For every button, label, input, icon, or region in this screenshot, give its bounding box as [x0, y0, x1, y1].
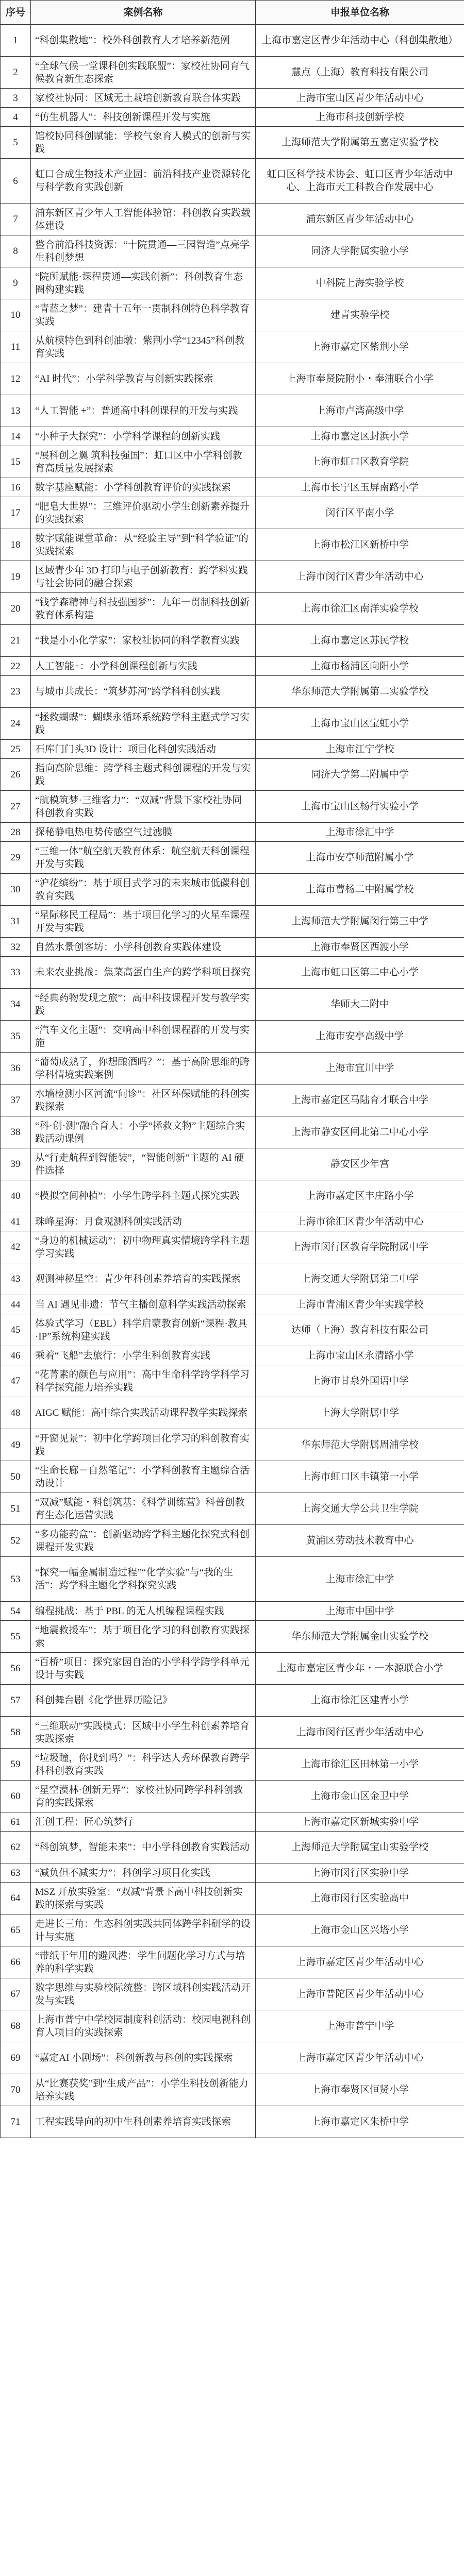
row-number: 26	[1, 759, 31, 791]
table-row	[1, 1685, 464, 1717]
table-row	[1, 1653, 464, 1685]
applicant-unit: 上海大学附属中学	[256, 1397, 464, 1429]
row-number: 70	[1, 2074, 31, 2106]
table-row	[1, 1946, 464, 1978]
applicant-unit: 慧点（上海）教育科技有限公司	[256, 57, 464, 89]
row-number: 10	[1, 299, 31, 331]
applicant-unit: 上海市嘉定区青少年活动中心	[256, 1946, 464, 1978]
row-number: 13	[1, 395, 31, 427]
case-name: “葡萄成熟了，你想酿酒吗？”：基于高阶思维的跨学科情境实践案例	[31, 1053, 256, 1084]
applicant-unit: 上海市嘉定区苏民学校	[256, 625, 464, 657]
case-name: “三维联动”实践模式：区域中小学生科创素养培育实践探索	[31, 1717, 256, 1749]
row-number: 12	[1, 363, 31, 395]
row-number: 71	[1, 2106, 31, 2138]
row-number: 65	[1, 1914, 31, 1946]
case-name: 汇创工程：匠心筑梦行	[31, 1812, 256, 1832]
case-name: 数字基座赋能：小学科创教育评价的实践探索	[31, 478, 256, 497]
row-number: 53	[1, 1557, 31, 1602]
case-name: 石库门门头3D 设计：项目化科创实践活动	[31, 740, 256, 759]
case-name: “科创筑梦，智能未来”：中小学科创教育实践活动	[31, 1832, 256, 1863]
table-row	[1, 625, 464, 657]
table-row	[1, 1914, 464, 1946]
row-number: 30	[1, 874, 31, 906]
applicant-unit: 上海市闵行区青少年活动中心	[256, 1717, 464, 1749]
applicant-unit: 上海市普宁中学	[256, 2010, 464, 2042]
case-name: “减负但不减实力”：科创学习项目化实践	[31, 1863, 256, 1883]
case-name: 探秘静电热电势传感空气过滤膜	[31, 823, 256, 842]
table-row	[1, 708, 464, 740]
applicant-unit: 上海市嘉定区封浜小学	[256, 427, 464, 446]
table-row	[1, 823, 464, 842]
applicant-unit: 上海市闵行区实验高中	[256, 1883, 464, 1914]
applicant-unit: 上海市徐汇区田林第一小学	[256, 1749, 464, 1781]
table-row	[1, 1180, 464, 1212]
case-name: “拯救蝴蝶”：蝴蝶永循环系统跨学科主题式学习实践	[31, 708, 256, 740]
row-number: 6	[1, 159, 31, 204]
table-row	[1, 1084, 464, 1116]
applicant-unit: 达师（上海）教育科技有限公司	[256, 1314, 464, 1346]
table-row	[1, 989, 464, 1021]
case-name: “身边的机械运动”：初中物理真实情境跨学科主题学习实践	[31, 1231, 256, 1263]
case-name: “模拟空间种植”：小学生跨学科主题式探究实践	[31, 1180, 256, 1212]
row-number: 57	[1, 1685, 31, 1717]
table-row	[1, 204, 464, 235]
row-number: 52	[1, 1525, 31, 1557]
applicant-unit: 同济大学第二附属中学	[256, 759, 464, 791]
row-number: 33	[1, 957, 31, 989]
row-number: 55	[1, 1621, 31, 1653]
row-number: 41	[1, 1212, 31, 1231]
case-name: “汽车文化主题”：交响高中科创课程群的开发与实施	[31, 1021, 256, 1053]
case-name: “带纸干年用的避风港：学生问题化学习方式与培养的科学实践	[31, 1946, 256, 1978]
table-row	[1, 1263, 464, 1295]
applicant-unit: 上海市奉贤区恒贤小学	[256, 2074, 464, 2106]
applicant-unit: 上海市徐汇中学	[256, 1557, 464, 1602]
applicant-unit: 闵行区平南小学	[256, 497, 464, 529]
applicant-unit: 上海市宝山区杨行实验小学	[256, 791, 464, 823]
case-name: 体验式学习（EBL）科学启蒙教育创新“课程·教具·IP”系统构建实践	[31, 1314, 256, 1346]
table-row	[1, 529, 464, 561]
case-name: 数字赋能课堂革命：从“经验主导”到“科学验证”的实践探索	[31, 529, 256, 561]
case-name: 未来农业挑战：焦菜高蛋白生产的跨学科项目探究	[31, 957, 256, 989]
table-row	[1, 1021, 464, 1053]
applicant-unit: 上海市普陀区青少年活动中心	[256, 1978, 464, 2010]
applicant-unit: 上海交通大学公共卫生学院	[256, 1493, 464, 1525]
table-row	[1, 657, 464, 676]
applicant-unit: 上海市闵行区青少年活动中心	[256, 561, 464, 593]
applicant-unit: 建青实验学校	[256, 299, 464, 331]
table-row	[1, 427, 464, 446]
case-name: “生命长廊－自然笔记”：小学科创教育主题综合活动设计	[31, 1461, 256, 1493]
table-row	[1, 1863, 464, 1883]
table-row	[1, 1978, 464, 2010]
row-number: 17	[1, 497, 31, 529]
table-row	[1, 1557, 464, 1602]
applicant-unit: 上海市卢湾高级中学	[256, 395, 464, 427]
case-name: “小种子大探究”：小学科学课程的创新实践	[31, 427, 256, 446]
row-number: 61	[1, 1812, 31, 1832]
row-number: 63	[1, 1863, 31, 1883]
row-number: 62	[1, 1832, 31, 1863]
applicant-unit: 上海市嘉定区新城实验中学	[256, 1812, 464, 1832]
applicant-unit: 上海市宜川中学	[256, 1053, 464, 1084]
row-number: 15	[1, 446, 31, 478]
case-name: “院所赋能·课程贯通—实践创新”：科创教育生态圈构建实践	[31, 267, 256, 299]
row-number: 20	[1, 593, 31, 625]
row-number: 7	[1, 204, 31, 235]
applicant-unit: 上海市安亭师范附属小学	[256, 842, 464, 874]
case-name: 编程挑战：基于 PBL 的无人机编程课程实践	[31, 1602, 256, 1621]
table-row	[1, 1812, 464, 1832]
applicant-unit: 上海市虹口区第二中心小学	[256, 957, 464, 989]
case-name: “沪花缤纷”：基于项目式学习的未来城市低碳科创教育实践	[31, 874, 256, 906]
row-number: 56	[1, 1653, 31, 1685]
row-number: 38	[1, 1116, 31, 1148]
case-name: 与城市共成长：“筑梦苏河”跨学科科创实践	[31, 676, 256, 708]
case-name: 上海市普宁中学校园制度科创活动：校园电视科创育人项目的实践探索	[31, 2010, 256, 2042]
row-number: 1	[1, 25, 31, 57]
applicant-unit: 上海师范大学附属第五嘉定实验学校	[256, 127, 464, 159]
applicant-unit: 上海市松江区新桥中学	[256, 529, 464, 561]
table-row	[1, 561, 464, 593]
table-row	[1, 2106, 464, 2138]
case-name: “垃圾瞳，你找到吗？”：科学达人秀环保教育跨学科科创教育实践	[31, 1749, 256, 1781]
table-row	[1, 478, 464, 497]
row-number: 49	[1, 1429, 31, 1461]
applicant-unit: 上海市嘉定区紫荆小学	[256, 331, 464, 363]
table-row	[1, 235, 464, 267]
row-number: 54	[1, 1602, 31, 1621]
applicant-unit: 上海市科技创新学校	[256, 108, 464, 127]
applicant-unit: 上海市青浦区青少年实践学校	[256, 1295, 464, 1314]
case-name: “花菁素的颜色与应用”：高中生命科学跨学科学习科学探究能力培养实践	[31, 1365, 256, 1397]
applicant-unit: 上海市徐汇区南洋实验学校	[256, 593, 464, 625]
case-name: 从航模特色到科创油墩：紫荆小学“12345”科创教育实践	[31, 331, 256, 363]
applicant-unit: 同济大学附属实验小学	[256, 235, 464, 267]
applicant-unit: 上海市长宁区玉屏南路小学	[256, 478, 464, 497]
table-row	[1, 1749, 464, 1781]
case-name: “展科创之翼 筑科技强国”：虹口区中小学科创教育高质量发展探索	[31, 446, 256, 478]
table-row	[1, 1116, 464, 1148]
row-number: 4	[1, 108, 31, 127]
table-row	[1, 363, 464, 395]
case-name: 数字思维与实验校际统整：跨区域科创实践活动开发与实践	[31, 1978, 256, 2010]
case-name: “航模筑梦·三维客力”：“双减”背景下家校社协同科创教育实践	[31, 791, 256, 823]
table-row	[1, 159, 464, 204]
case-name: “青蓝之梦”：建青十五年一贯制科创特色科学教育实践	[31, 299, 256, 331]
applicant-unit: 上海市静安区闸北第二中心小学	[256, 1116, 464, 1148]
table-row	[1, 1365, 464, 1397]
applicant-unit: 上海市嘉定区青少年活动中心	[256, 2042, 464, 2074]
row-number: 37	[1, 1084, 31, 1116]
case-name: 水墙检测小区河流“问诊”：社区环保赋能的科创实践探索	[31, 1084, 256, 1116]
case-name: “地震救援车”：基于项目化学习的科创教育实践探索	[31, 1621, 256, 1653]
row-number: 69	[1, 2042, 31, 2074]
table-row	[1, 1314, 464, 1346]
case-name: “多功能药盒”：创新驱动跨学科主题化探究式科创课程开发实践	[31, 1525, 256, 1557]
row-number: 9	[1, 267, 31, 299]
row-number: 43	[1, 1263, 31, 1295]
applicant-unit: 华东师范大学附属第二实验学校	[256, 676, 464, 708]
table-row	[1, 108, 464, 127]
applicant-unit: 上海交通大学附属第二中学	[256, 1263, 464, 1295]
row-number: 23	[1, 676, 31, 708]
case-name: “双减”赋能・科创筑基：《科学训练营》科普创教育生态化运营实践	[31, 1493, 256, 1525]
case-name: “我是小小化学家”：家校社协同的科学教育实践	[31, 625, 256, 657]
case-name: “经典药物发现之旅”：高中科技课程开发与教学实践	[31, 989, 256, 1021]
row-number: 47	[1, 1365, 31, 1397]
case-name: “科·创·测”融合育人：小学“拯救文物”主题综合实践活动课例	[31, 1116, 256, 1148]
row-number: 48	[1, 1397, 31, 1429]
case-name: 指向高阶思维：跨学科主题式科创课程的开发与实践	[31, 759, 256, 791]
row-number: 60	[1, 1781, 31, 1812]
case-name: 虹口合成生物技术产业园：前沿科技产业资源转化与科学教育实践创新	[31, 159, 256, 204]
applicant-unit: 上海市金山区金卫中学	[256, 1781, 464, 1812]
table-row	[1, 446, 464, 478]
case-name: “星空漠林·创新无界”：家校社协同跨学科科创教育的实践探索	[31, 1781, 256, 1812]
row-number: 42	[1, 1231, 31, 1263]
row-number: 40	[1, 1180, 31, 1212]
row-number: 36	[1, 1053, 31, 1084]
case-name: “三维一体”航空航天教育体系：航空航天科创课程开发与实践	[31, 842, 256, 874]
case-name: “全球气候一堂课科创实践联盟”：家校社协同育气候教育新生态探索	[31, 57, 256, 89]
table-row	[1, 1461, 464, 1493]
header-no: 序号	[1, 1, 31, 25]
table-header	[1, 1, 464, 25]
case-name: “仿生机器人”：科技创新课程开发与实施	[31, 108, 256, 127]
row-number: 29	[1, 842, 31, 874]
applicant-unit: 上海市中国中学	[256, 1602, 464, 1621]
table-row	[1, 759, 464, 791]
row-number: 21	[1, 625, 31, 657]
applicant-unit: 华师大二附中	[256, 989, 464, 1021]
case-name: 人工智能+：小学科创课程创新与实践	[31, 657, 256, 676]
applicant-unit: 浦东新区青少年活动中心	[256, 204, 464, 235]
table-row	[1, 906, 464, 938]
applicant-unit: 上海市宝山区宝虹小学	[256, 708, 464, 740]
applicant-unit: 华东师范大学附属周浦学校	[256, 1429, 464, 1461]
applicant-unit: 上海市嘉定区青少年活动中心（科创集散地）	[256, 25, 464, 57]
applicant-unit: 上海市金山区兴塔小学	[256, 1914, 464, 1946]
table-row	[1, 842, 464, 874]
case-name: “科创集散地”：校外科创教育人才培养新范例	[31, 25, 256, 57]
table-row	[1, 395, 464, 427]
table-row	[1, 1832, 464, 1863]
applicant-unit: 上海市江宁学校	[256, 740, 464, 759]
case-name: 珠峰星海：月食观测科创实践活动	[31, 1212, 256, 1231]
applicant-unit: 上海市安亭高级中学	[256, 1021, 464, 1053]
case-name: 浦东新区青少年人工智能体验馆：科创教育实践载体建设	[31, 204, 256, 235]
row-number: 2	[1, 57, 31, 89]
applicant-unit: 上海市宝山区青少年活动中心	[256, 89, 464, 108]
row-number: 35	[1, 1021, 31, 1053]
table-row	[1, 497, 464, 529]
table-row	[1, 331, 464, 363]
table-row	[1, 1717, 464, 1749]
applicant-unit: 上海市徐汇区建青小学	[256, 1685, 464, 1717]
case-name: 乘着“飞船”去旅行：小学生科创教育实践	[31, 1346, 256, 1365]
table-row	[1, 1053, 464, 1084]
table-row	[1, 25, 464, 57]
case-name: 科创舞台剧《化学世界历险记》	[31, 1685, 256, 1717]
case-name: 当 AI 遇见非遗：节气主播创意科学实践活动探索	[31, 1295, 256, 1314]
row-number: 66	[1, 1946, 31, 1978]
row-number: 59	[1, 1749, 31, 1781]
case-name: “嘉定AI 小剧场”：科创新教与科创的实践探索	[31, 2042, 256, 2074]
case-name: 走进长三角：生态科创实践共同体跨学科研学的设计与实施	[31, 1914, 256, 1946]
applicant-unit: 上海市嘉定区青少年・一本源联合小学	[256, 1653, 464, 1685]
applicant-unit: 上海市宝山区永清路小学	[256, 1346, 464, 1365]
case-name: “AI 时代”：小学科学教育与创新实践探索	[31, 363, 256, 395]
applicant-unit: 上海师范大学附属宝山实验学校	[256, 1832, 464, 1863]
applicant-unit: 上海市闵行区实验中学	[256, 1863, 464, 1883]
table-row	[1, 267, 464, 299]
row-number: 24	[1, 708, 31, 740]
row-number: 8	[1, 235, 31, 267]
applicant-unit: 静安区少年宫	[256, 1148, 464, 1180]
header-case-name: 案例名称	[31, 1, 256, 25]
table-row	[1, 1525, 464, 1557]
applicant-unit: 黄浦区劳动技术教育中心	[256, 1525, 464, 1557]
row-number: 44	[1, 1295, 31, 1314]
table-row	[1, 1602, 464, 1621]
table-row	[1, 874, 464, 906]
case-name: 馆校协同科创赋能：学校气象育人模式的创新与实践	[31, 127, 256, 159]
table-row	[1, 2042, 464, 2074]
applicant-unit: 上海市嘉定区朱桥中学	[256, 2106, 464, 2138]
table-row	[1, 299, 464, 331]
table-row	[1, 2010, 464, 2042]
case-name: 自然水景创客坊：小学科创教育实践体建设	[31, 938, 256, 957]
case-name: 从“比赛获奖”到“生成产品”：小学生科技创新能力培养实践	[31, 2074, 256, 2106]
row-number: 50	[1, 1461, 31, 1493]
table-row	[1, 1493, 464, 1525]
row-number: 14	[1, 427, 31, 446]
case-name: “肥皂大世界”：三维评价驱动小学生创新素养提升的实践探索	[31, 497, 256, 529]
case-name: “开窗见景”：初中化学跨项目化学习的科创教育实践	[31, 1429, 256, 1461]
table-row	[1, 1148, 464, 1180]
table-row	[1, 1231, 464, 1263]
row-number: 5	[1, 127, 31, 159]
case-name: 整合前沿科技资源：“十院贯通—三园智造”点亮学生科创梦想	[31, 235, 256, 267]
table-row	[1, 593, 464, 625]
table-row	[1, 1346, 464, 1365]
row-number: 64	[1, 1883, 31, 1914]
row-number: 58	[1, 1717, 31, 1749]
case-name: “百桥”项目：探究家园自治的小学科学跨学科单元设计与实践	[31, 1653, 256, 1685]
header-unit: 申报单位名称	[256, 1, 464, 25]
row-number: 16	[1, 478, 31, 497]
applicant-unit: 上海市甘泉外国语中学	[256, 1365, 464, 1397]
row-number: 39	[1, 1148, 31, 1180]
applicant-unit: 上海市奉贤区西渡小学	[256, 938, 464, 957]
table-row	[1, 938, 464, 957]
row-number: 18	[1, 529, 31, 561]
row-number: 46	[1, 1346, 31, 1365]
case-name: 区域青少年 3D 打印与电子创新教育：跨学科实践与社会协同的融合探索	[31, 561, 256, 593]
table-row	[1, 1781, 464, 1812]
table-row	[1, 1429, 464, 1461]
case-name: 工程实践导向的初中生科创素养培育实践探索	[31, 2106, 256, 2138]
table-row	[1, 1295, 464, 1314]
row-number: 22	[1, 657, 31, 676]
applicant-unit: 中科院上海实验学校	[256, 267, 464, 299]
table-row	[1, 676, 464, 708]
applicant-unit: 上海市奉贤院附小・奉浦联合小学	[256, 363, 464, 395]
row-number: 68	[1, 2010, 31, 2042]
applicant-unit: 上海市虹口区教育学院	[256, 446, 464, 478]
table-row	[1, 1397, 464, 1429]
case-name: 从“行走航程到智能装”，“智能创新”主题的 AI 硬件选择	[31, 1148, 256, 1180]
case-name: AIGC 赋能：高中综合实践活动课程教学实践探索	[31, 1397, 256, 1429]
applicant-unit: 虹口区科学技术协会、虹口区青少年活动中心、上海市天工科教合作发展中心	[256, 159, 464, 204]
table-body	[1, 25, 464, 2138]
table-row	[1, 2074, 464, 2106]
row-number: 27	[1, 791, 31, 823]
case-name: MSZ 开放实验室：“双减”背景下高中科技创新实践的探索与实践	[31, 1883, 256, 1914]
table-row	[1, 1212, 464, 1231]
applicant-unit: 上海市嘉定区马陆育才联合中学	[256, 1084, 464, 1116]
table-row	[1, 957, 464, 989]
row-number: 51	[1, 1493, 31, 1525]
case-name: “人工智能 +”：普通高中科创课程的开发与实践	[31, 395, 256, 427]
applicant-unit: 华东师范大学附属金山实验学校	[256, 1621, 464, 1653]
row-number: 34	[1, 989, 31, 1021]
table-row	[1, 1621, 464, 1653]
applicant-unit: 上海市嘉定区丰庄路小学	[256, 1180, 464, 1212]
table-row	[1, 740, 464, 759]
case-name: “钱学森精神与科技强国梦”：九年一贯制科技创新教育体系构建	[31, 593, 256, 625]
table-row	[1, 1883, 464, 1914]
applicant-unit: 上海市闵行区教育学院附属中学	[256, 1231, 464, 1263]
case-name: “星际移民工程局”：基于项目化学习的火星车课程开发与实践	[31, 906, 256, 938]
applicant-unit: 上海市徐汇区青少年活动中心	[256, 1212, 464, 1231]
row-number: 3	[1, 89, 31, 108]
table-row	[1, 89, 464, 108]
applicant-unit: 上海市徐汇中学	[256, 823, 464, 842]
table-row	[1, 127, 464, 159]
case-name: “探究一幅金属制造过程”“化学实验”与“我的生活”：跨学科主题化学科探究实践	[31, 1557, 256, 1602]
row-number: 67	[1, 1978, 31, 2010]
applicant-unit: 上海市曹杨二中附属学校	[256, 874, 464, 906]
case-name: 家校社协同：区域无土栽培创新教育联合体实践	[31, 89, 256, 108]
row-number: 25	[1, 740, 31, 759]
applicant-unit: 上海师范大学附属闵行第三中学	[256, 906, 464, 938]
case-name: 观测神秘星空：青少年科创素养培育的实践探索	[31, 1263, 256, 1295]
row-number: 32	[1, 938, 31, 957]
row-number: 11	[1, 331, 31, 363]
row-number: 31	[1, 906, 31, 938]
table-row	[1, 57, 464, 89]
table-row	[1, 791, 464, 823]
applicant-unit: 上海市虹口区丰镇第一小学	[256, 1461, 464, 1493]
row-number: 28	[1, 823, 31, 842]
row-number: 45	[1, 1314, 31, 1346]
row-number: 19	[1, 561, 31, 593]
applicant-unit: 上海市杨浦区向阳小学	[256, 657, 464, 676]
